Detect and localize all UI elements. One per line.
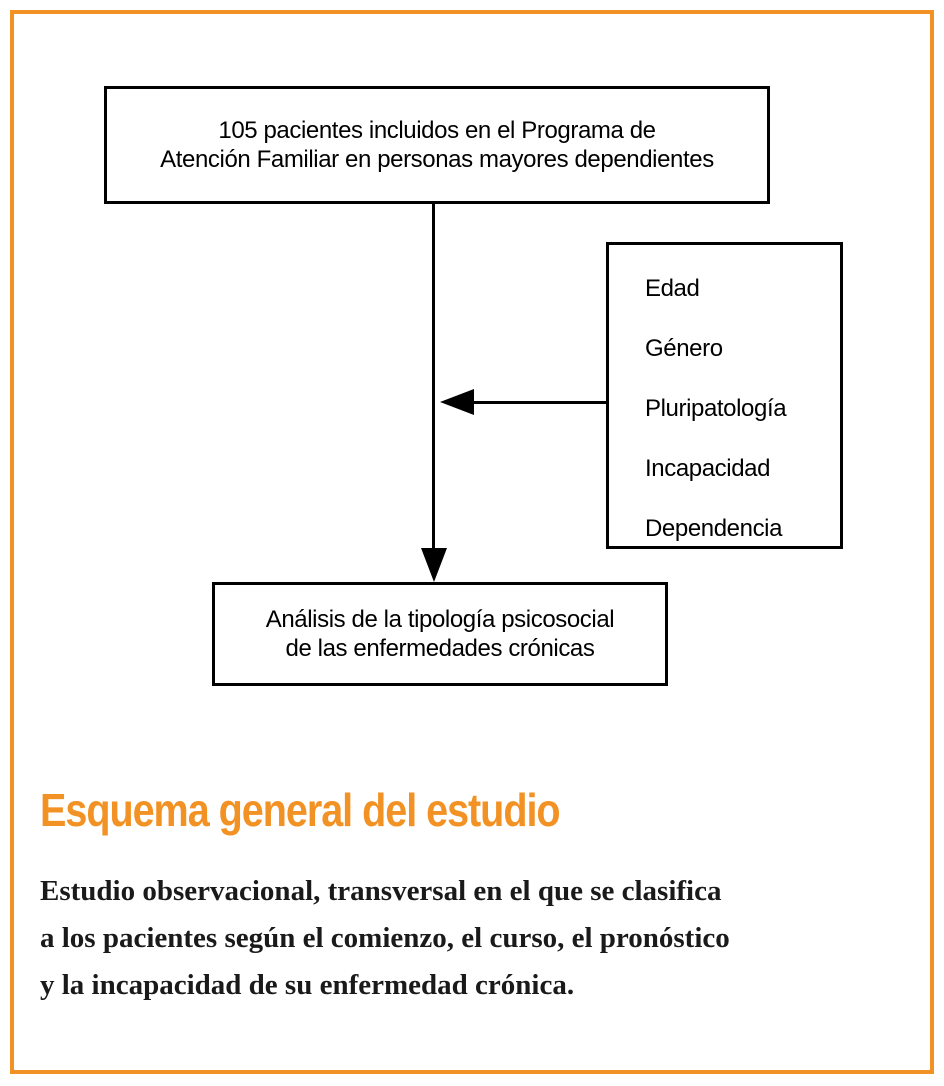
- patients-included-box: [104, 86, 770, 204]
- figure-description: [40, 868, 920, 1009]
- flow-connector-horizontal: [470, 401, 606, 404]
- variable-dependencia: Dependencia: [645, 515, 783, 542]
- left-arrow-icon: [440, 389, 474, 415]
- variable-incapacidad: Incapacidad: [645, 455, 771, 482]
- analysis-box-line-2: de las enfermedades crónicas: [285, 635, 595, 662]
- patients-box-line-2: Atención Familiar en personas mayores dependientes: [160, 146, 714, 173]
- variable-pluripatologia: Pluripatología: [645, 395, 787, 422]
- analysis-box-line-1: Análisis de la tipología psicosocial: [265, 606, 615, 633]
- variable-genero: Género: [645, 335, 723, 362]
- down-arrow-icon: [421, 548, 447, 582]
- description-line-3: y la incapacidad de su enfermedad crónica.: [40, 969, 575, 1001]
- flow-connector-vertical: [432, 204, 435, 554]
- patients-box-line-1: 105 pacientes incluidos en el Programa de: [218, 117, 656, 144]
- variable-edad: Edad: [645, 275, 700, 302]
- description-line-2: a los pacientes según el comienzo, el curso, el pronóstico: [40, 922, 730, 954]
- variables-box: [606, 242, 843, 549]
- figure-title: Esquema general del estudio: [40, 784, 560, 836]
- analysis-box: [212, 582, 668, 686]
- description-line-1: Estudio observacional, transversal en el que se clasifica: [40, 875, 722, 907]
